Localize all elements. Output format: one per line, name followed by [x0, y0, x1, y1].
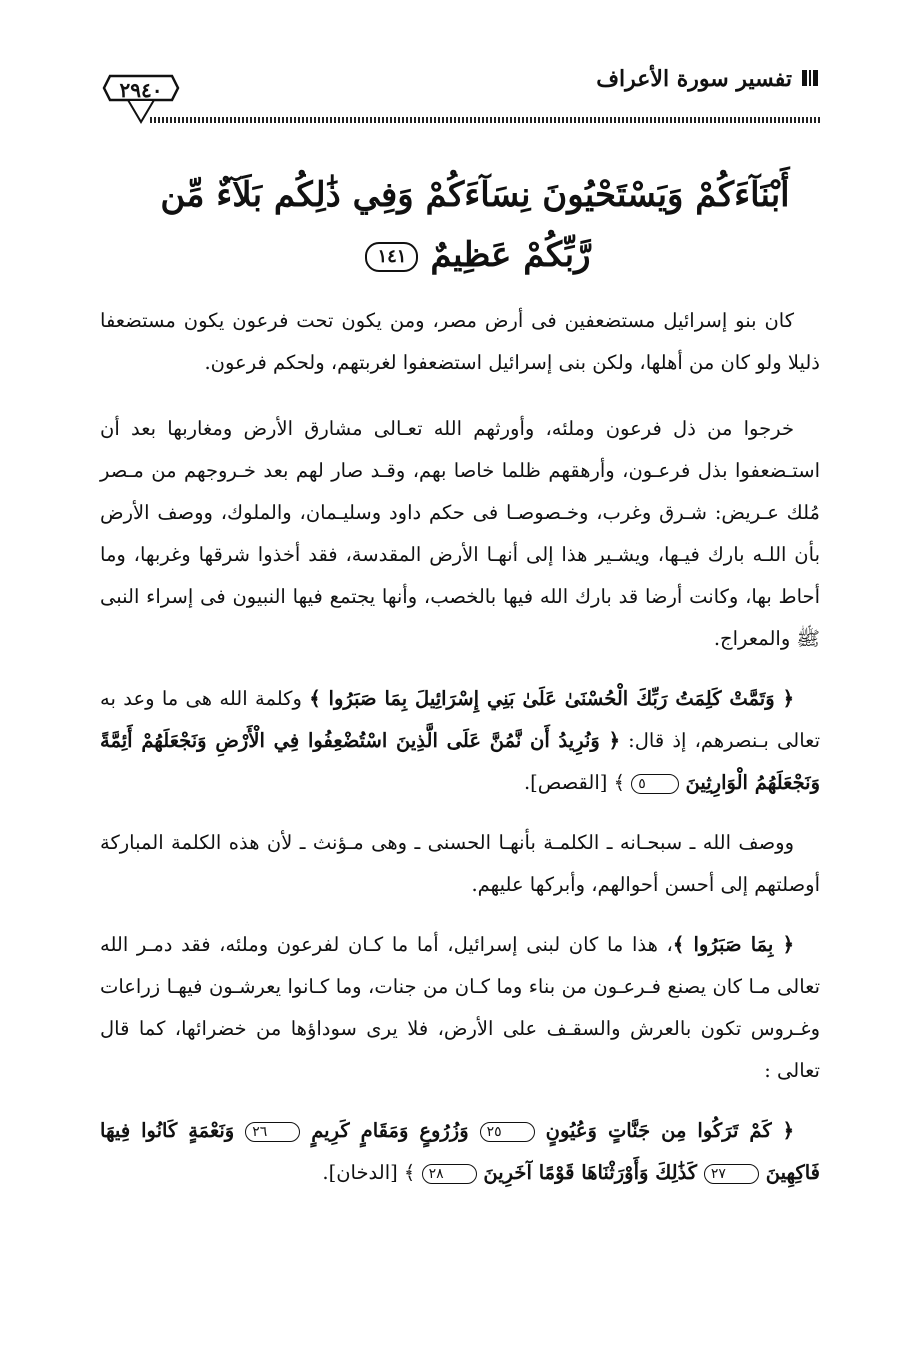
quote-1: ﴿ وَتَمَّتْ كَلِمَتُ رَبِّكَ الْحُسْنَىٰ عَلَىٰ بَنِي إِسْرَائِيلَ بِمَا صَبَرُوا ﴾	[309, 687, 794, 710]
verse-number: ٢٨	[422, 1164, 477, 1184]
quote-4d: كَذَٰلِكَ وَأَوْرَثْنَاهَا قَوْمًا آخَرِينَ	[476, 1161, 704, 1184]
quote-2: ﴿ وَنُرِيدُ أَن نَّمُنَّ عَلَى الَّذِينَ اسْتُضْعِفُوا فِي الْأَرْضِ وَنَجْعَلَهُمْ أَئِمَّةً وَنَجْعَلَهُمُ الْوَارِثِينَ	[100, 729, 820, 794]
quran-verse	[150, 165, 800, 285]
ayah-number: ١٤١	[365, 242, 418, 272]
verse-line-1: أَبْنَآءَكُمْ وَيَسْتَحْيُونَ نِسَآءَكُمْ وَفِي ذَٰلِكُم بَلَآءٌ مِّن	[160, 175, 790, 215]
paragraph-3	[100, 678, 820, 804]
quote-4b: وَزُرُوعٍ وَمَقَامٍ كَرِيمٍ	[300, 1119, 480, 1142]
quote-3: ﴿ بِمَا صَبَرُوا ﴾	[672, 933, 794, 956]
page-number: ٢٩٤٠	[119, 78, 163, 102]
header-rule	[150, 117, 820, 123]
paragraph-1: كان بنو إسرائيل مستضعفين فى أرض مصر، ومن يكون تحت فرعون يكون مستضعفا ذليلا ولو كان من أهلها، ولكن بنى إسرائيل استضعفوا لغربتهم، ولحكم فرعون.	[100, 309, 820, 374]
verse-number: ٢٧	[704, 1164, 759, 1184]
paragraph-6	[100, 1110, 820, 1194]
commentary	[100, 300, 820, 1212]
page-header	[100, 60, 820, 100]
verse-number: ٢٦	[245, 1122, 300, 1142]
quote-4c: وَنَعْمَةٍ كَانُوا فِيهَا فَاكِهِينَ	[100, 1119, 820, 1184]
quote-4a: ﴿ كَمْ تَرَكُوا مِن جَنَّاتٍ وَعُيُونٍ	[534, 1119, 795, 1142]
text-2: ، هذا ما كان لبنى إسرائيل، أما ما كـان لفرعون وملئه، فقد دمـر الله تعالى مـا كان يصنع فـرعـون من بناء وما كـان من جنات، وما كـانوا يعرشـون فيهـا زراعات وغـروس تكون بالعرش والسقـف على الأرض، فلا يرى سوداؤها من خضرائها، كما قال تعالى :	[100, 933, 820, 1082]
verse-number: ٥	[631, 774, 679, 794]
paragraph-4: ووصف الله ـ سبحـانه ـ الكلمـة بأنهـا الحسنى ـ وهى مـؤنث ـ لأن هذه الكلمة المباركة أوصلتهم إلى أحسن أحوالهم، وأبركها عليهم.	[100, 831, 820, 896]
source-qasas: ﴾ [القصص].	[523, 771, 632, 794]
paragraph-2: خرجوا من ذل فرعون وملئه، وأورثهم الله تعـالى مشارق الأرض ومغاربها بعد أن استـضعفوا بذل فرعـون، وأرهقهم ظلما خاصا بهم، وقـد صار لهم بعد خـروجهم من مـصر مُلك عـريض: شـرق وغرب، وخـصوصـا فى حكم داود وسليـمان، والملوك، ووصف الأرض بأن اللـه بارك فيـها، ويشـير هذا إلى أنهـا الأرض المقدسة، فقد أخذوا شرقها وغربها، وما أحاط بها، وكانت أرضا قد بارك الله فيها بالخصب، وأنها يجتمع فيها النبيون فى إسراء النبى ﷺ والمعراج.	[100, 417, 820, 650]
text-1: وكلمة الله هى ما وعد به تعالى بـنصرهم، إذ قال:	[100, 687, 821, 752]
ornament-icon	[800, 68, 820, 88]
verse-line-2	[150, 225, 800, 285]
running-title: تفسير سورة الأعراف	[596, 66, 792, 92]
verse-line-2-text: رَّبِّكُمْ عَظِيمٌ	[430, 235, 591, 275]
verse-number: ٢٥	[480, 1122, 535, 1142]
paragraph-5	[100, 924, 820, 1092]
source-dukhan: ﴾ [الدخان].	[322, 1161, 422, 1184]
